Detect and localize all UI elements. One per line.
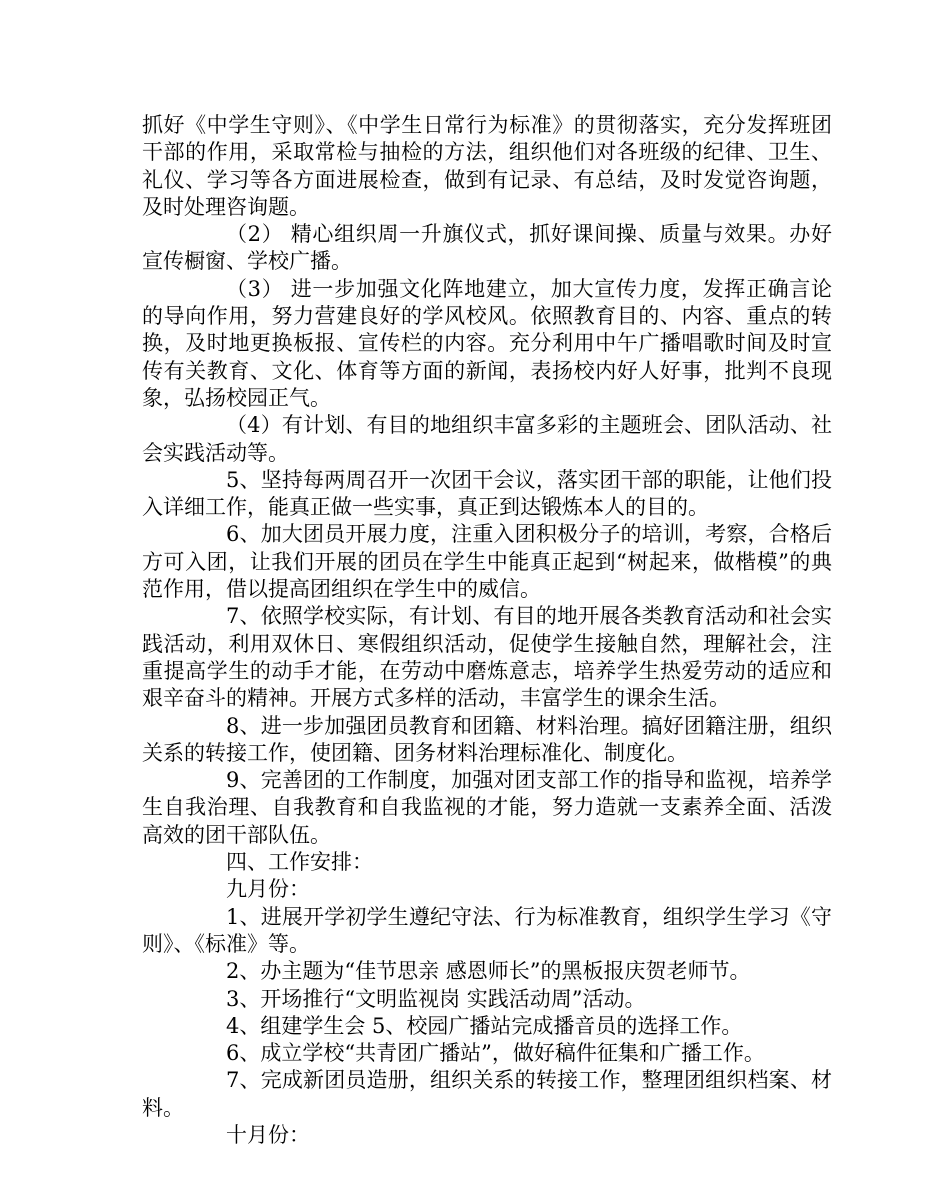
list-item: 6、成立学校“共青团广播站”，做好稿件征集和广播工作。 — [226, 1041, 765, 1066]
paragraph: 7、依照学校实际，有计划、有目的地开展各类教育活动和社会实践活动，利用双休日、寒假组织活动，促使学生接触自然，理解社会，注重提高学生的动手才能，在劳动中磨炼意志，培养学生热爱劳动的适应和艰辛奋斗的精神。开展方式多样的活动，丰富学生的课余生活。 — [142, 604, 832, 711]
paragraph: 5、坚持每两周召开一次团干会议，落实团干部的职能，让他们投入详细工作，能真正做一些实事，真正到达锻炼本人的目的。 — [142, 467, 832, 520]
list-item: 1、进展开学初学生遵纪守法、行为标准教育，组织学生学习《守则》、《标准》等。 — [142, 904, 832, 956]
paragraph: （2） 精心组织周一升旗仪式，抓好课间操、质量与效果。办好宣传橱窗、学校广播。 — [142, 222, 832, 274]
list-item: 4、组建学生会 5、校园广播站完成播音员的选择工作。 — [226, 1013, 743, 1038]
paragraph: 6、加大团员开展力度，注重入团积极分子的培训，考察，合格后方可入团，让我们开展的团员在学生中能真正起到“树起来，做楷模”的典范作用，借以提高团组织在学生中的威信。 — [142, 522, 832, 602]
section-heading: 四、工作安排： — [226, 850, 373, 875]
document-body — [142, 112, 832, 1149]
paragraph: （3） 进一步加强文化阵地建立，加大宣传力度，发挥正确言论的导向作用，努力营建良好的学风校风。依照教育目的、内容、重点的转换，及时地更换板报、宣传栏的内容。充分利用中午广播唱歌时间及时宣传有关教育、文化、体育等方面的新闻，表扬校内好人好事，批判不良现象，弘扬校园正气。 — [142, 276, 832, 410]
list-item: 7、完成新团员造册，组织关系的转接工作，整理团组织档案、材料。 — [142, 1068, 832, 1120]
month-heading: 十月份： — [226, 1122, 310, 1147]
month-heading: 九月份： — [226, 877, 310, 902]
list-item: 3、开场推行“文明监视岗 实践活动周”活动。 — [226, 986, 646, 1011]
paragraph: 抓好《中学生守则》、《中学生日常行为标准》的贯彻落实，充分发挥班团干部的作用，采取常检与抽检的方法，组织他们对各班级的纪律、卫生、礼仪、学习等各方面进展检查，做到有记录、有总结，及时发觉咨询题，及时处理咨询题。 — [142, 113, 832, 219]
paragraph: 9、完善团的工作制度，加强对团支部工作的指导和监视，培养学生自我治理、自我教育和自我监视的才能，努力造就一支素养全面、活泼高效的团干部队伍。 — [142, 768, 832, 847]
list-item: 2、办主题为“佳节思亲 感恩师长”的黑板报庆贺老师节。 — [226, 959, 751, 984]
paragraph: （4）有计划、有目的地组织丰富多彩的主题班会、团队活动、社会实践活动等。 — [142, 413, 832, 465]
paragraph: 8、进一步加强团员教育和团籍、材料治理。搞好团籍注册，组织关系的转接工作，使团籍、团务材料治理标准化、制度化。 — [142, 713, 832, 765]
